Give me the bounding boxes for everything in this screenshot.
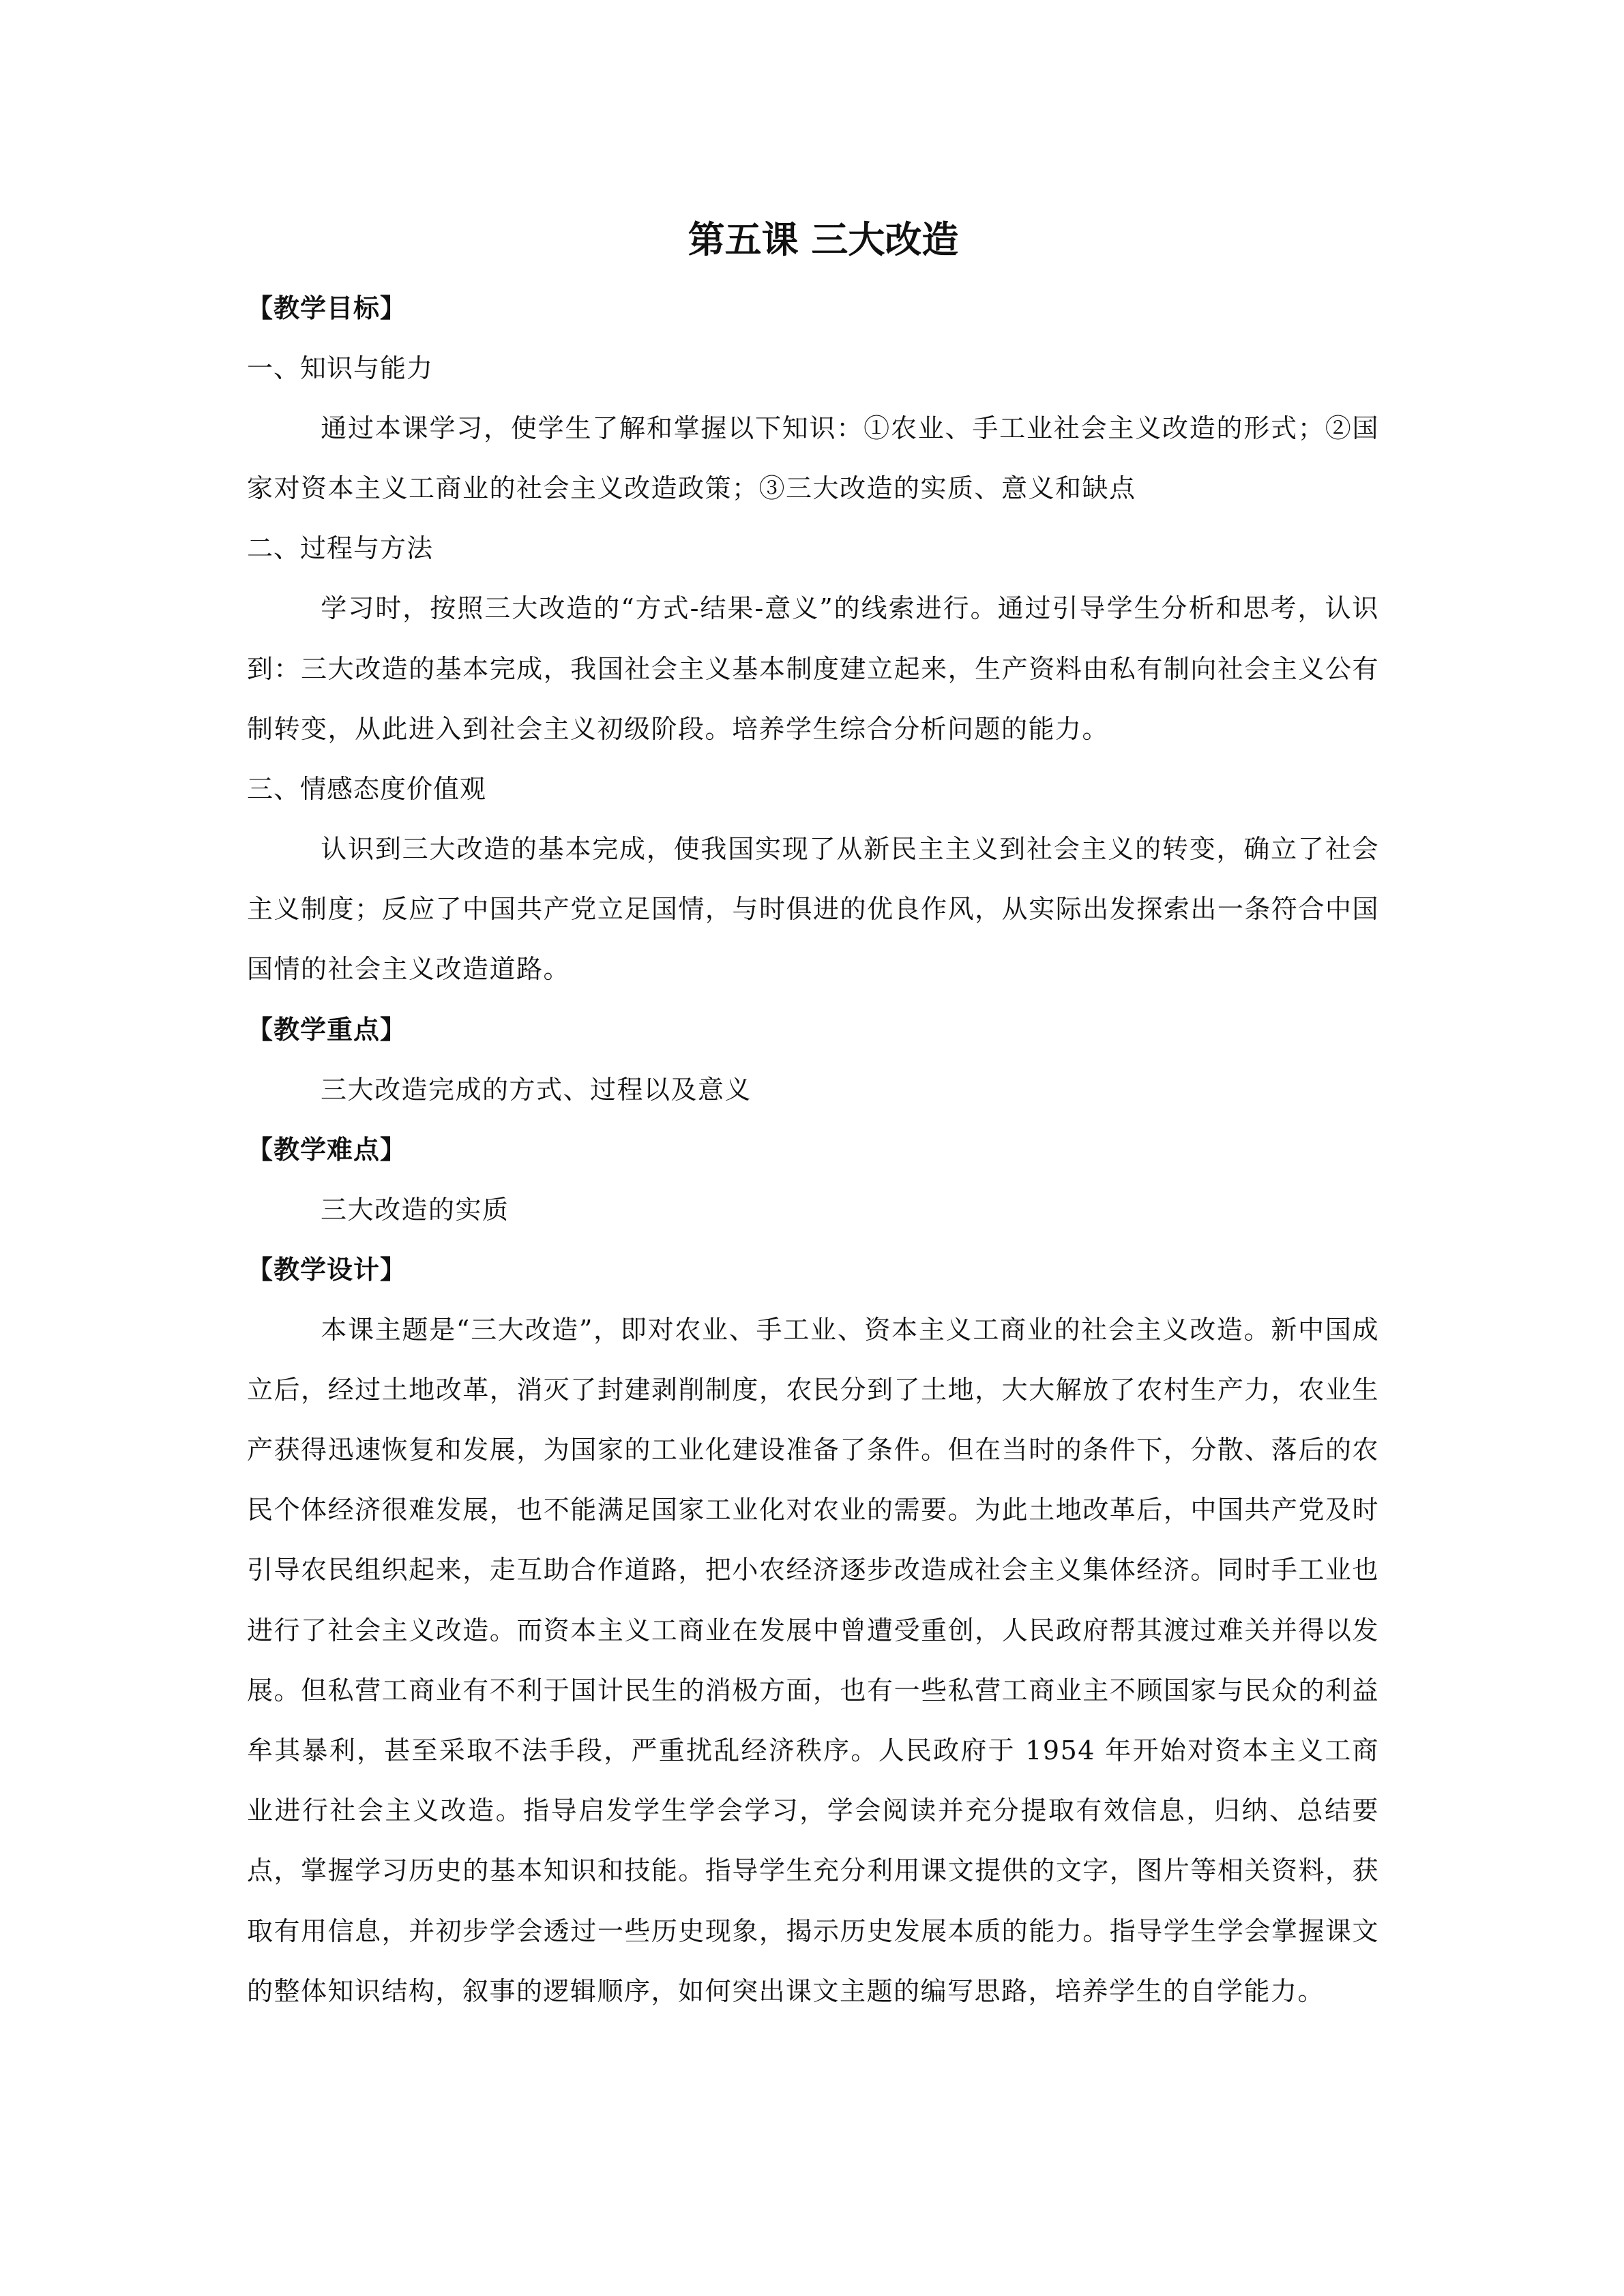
knowledge-paragraph: 通过本课学习，使学生了解和掌握以下知识：①农业、手工业社会主义改造的形式；②国家对资本主义工商业的社会主义改造政策；③三大改造的实质、意义和缺点 <box>247 413 1379 504</box>
difficulties-text: 三大改造的实质 <box>321 1194 510 1225</box>
document-body <box>247 205 1379 2021</box>
design-heading: 【教学设计】 <box>247 1254 407 1285</box>
difficulties-heading: 【教学难点】 <box>247 1134 407 1165</box>
knowledge-heading: 一、知识与能力 <box>247 353 434 383</box>
values-paragraph: 认识到三大改造的基本完成，使我国实现了从新民主主义到社会主义的转变，确立了社会主义制度；反应了中国共产党立足国情，与时俱进的优良作风，从实际出发探索出一条符合中国国情的社会主义改造道路。 <box>247 834 1379 985</box>
design-paragraph: 本课主题是“三大改造”，即对农业、手工业、资本主义工商业的社会主义改造。新中国成立后，经过土地改革，消灭了封建剥削制度，农民分到了土地，大大解放了农村生产力，农业生产获得迅速恢复和发展，为国家的工业化建设准备了条件。但在当时的条件下，分散、落后的农民个体经济很难发展，也不能满足国家工业化对农业的需要。为此土地改革后，中国共产党及时引导农民组织起来，走互助合作道路，把小农经济逐步改造成社会主义集体经济。同时手工业也进行了社会主义改造。而资本主义工商业在发展中曾遭受重创，人民政府帮其渡过难关并得以发展。但私营工商业有不利于国计民生的消极方面，也有一些私营工商业主不顾国家与民众的利益牟其暴利，甚至采取不法手段，严重扰乱经济秩序。人民政府于 1954 年开始对资本主义工商业进行社会主义改造。指导启发学生学会学习，学会阅读并充分提取有效信息，归纳、总结要点，掌握学习历史的基本知识和技能。指导学生充分利用课文提供的文字，图片等相关资料，获取有用信息，并初步学会透过一些历史现象，揭示历史发展本质的能力。指导学生学会掌握课文的整体知识结构，叙事的逻辑顺序，如何突出课文主题的编写思路，培养学生的自学能力。 <box>247 1314 1379 2006</box>
key-points-text: 三大改造完成的方式、过程以及意义 <box>321 1074 752 1105</box>
values-heading: 三、情感态度价值观 <box>247 774 487 805</box>
page-title: 第五课 三大改造 <box>688 218 959 261</box>
process-paragraph: 学习时，按照三大改造的“方式-结果-意义”的线索进行。通过引导学生分析和思考，认识到：三大改造的基本完成，我国社会主义基本制度建立起来，生产资料由私有制向社会主义公有制转变，从此进入到社会主义初级阶段。培养学生综合分析问题的能力。 <box>247 593 1379 744</box>
process-heading: 二、过程与方法 <box>247 533 434 564</box>
objectives-heading: 【教学目标】 <box>247 293 407 323</box>
key-points-heading: 【教学重点】 <box>247 1014 407 1045</box>
